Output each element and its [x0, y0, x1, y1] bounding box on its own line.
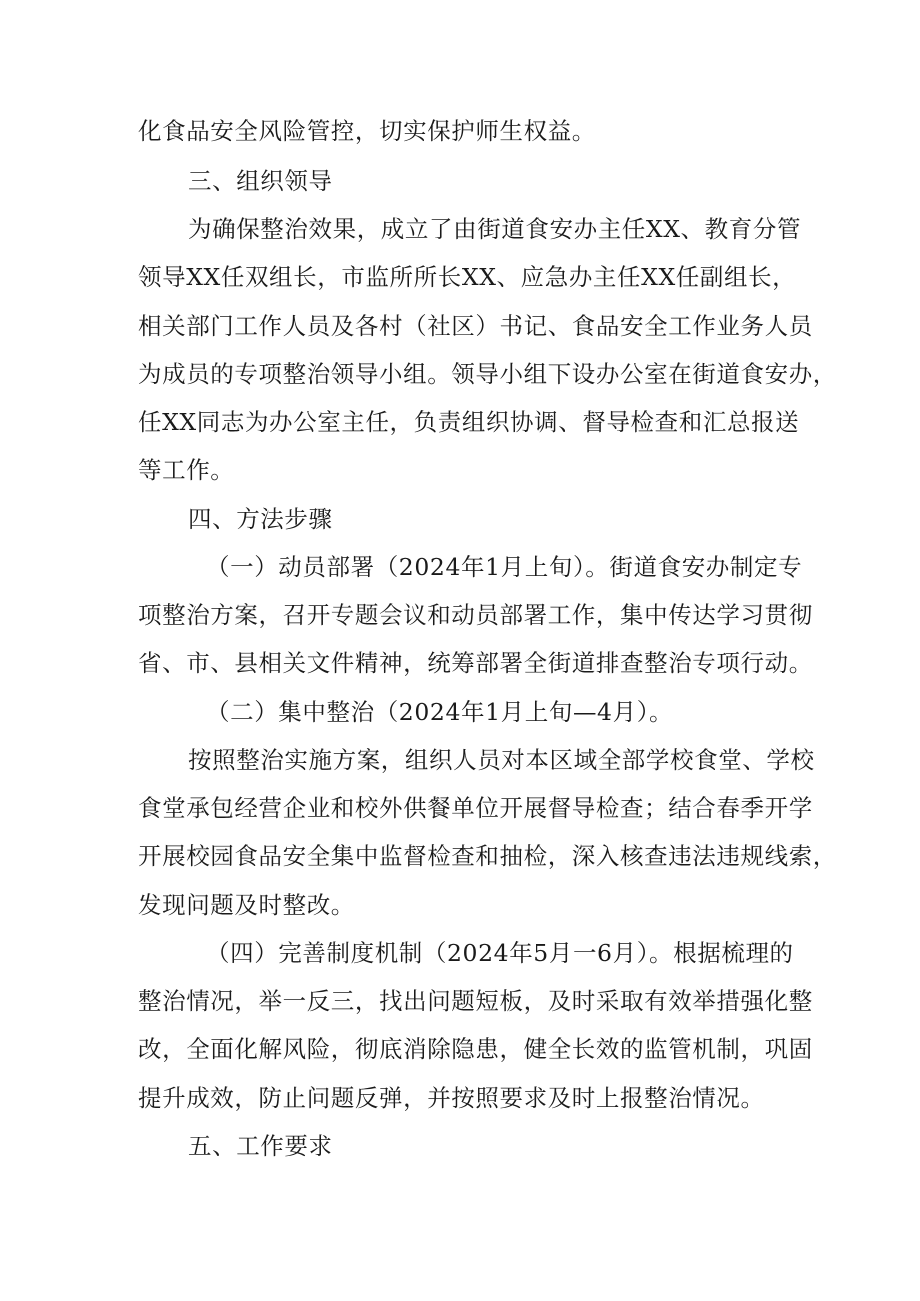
text-line: 改，全面化解风险，彻底消除隐患，健全长效的监管机制，巩固: [138, 1035, 813, 1063]
text-line: 相关部门工作人员及各村（社区）书记、食品安全工作业务人员: [138, 312, 813, 340]
section-heading: 四、方法步骤: [188, 505, 333, 533]
text-line: （四）完善制度机制（2024年5月一6月）。根据梳理的: [206, 939, 794, 967]
text-line: 项整治方案，召开专题会议和动员部署工作，集中传达学习贯彻: [138, 601, 813, 629]
text-line: 等工作。: [138, 456, 235, 484]
section-heading: 五、工作要求: [188, 1132, 333, 1160]
text-line: 领导XX任双组长，市监所所长XX、应急办主任XX任副组长，: [138, 263, 797, 291]
text-line: 食堂承包经营企业和校外供餐单位开展督导检查；结合春季开学: [138, 794, 813, 822]
text-line: 化食品安全风险管控，切实保护师生权益。: [138, 117, 596, 145]
text-line: 提升成效，防止问题反弹，并按照要求及时上报整治情况。: [138, 1084, 765, 1112]
text-line: 开展校园食品安全集中监督检查和抽检，深入核查违法违规线索，: [138, 842, 837, 870]
text-line: 整治情况，举一反三，找出问题短板，及时采取有效举措强化整: [138, 987, 813, 1015]
text-line: 为成员的专项整治领导小组。领导小组下设办公室在街道食安办，: [138, 360, 837, 388]
text-line: 任XX同志为办公室主任，负责组织协调、督导检查和汇总报送: [138, 408, 800, 436]
text-line: 按照整治实施方案，组织人员对本区域全部学校食堂、学校: [188, 746, 815, 774]
text-line: （二）集中整治（2024年1月上旬—4月）。: [206, 698, 674, 726]
text-line: 发现问题及时整改。: [138, 891, 355, 919]
section-heading: 三、组织领导: [188, 167, 333, 195]
text-line: 为确保整治效果，成立了由街道食安办主任XX、教育分管: [188, 215, 802, 243]
text-line: （一）动员部署（2024年1月上旬）。街道食安办制定专: [206, 553, 803, 581]
text-line: 省、市、县相关文件精神，统筹部署全街道排查整治专项行动。: [138, 649, 813, 677]
